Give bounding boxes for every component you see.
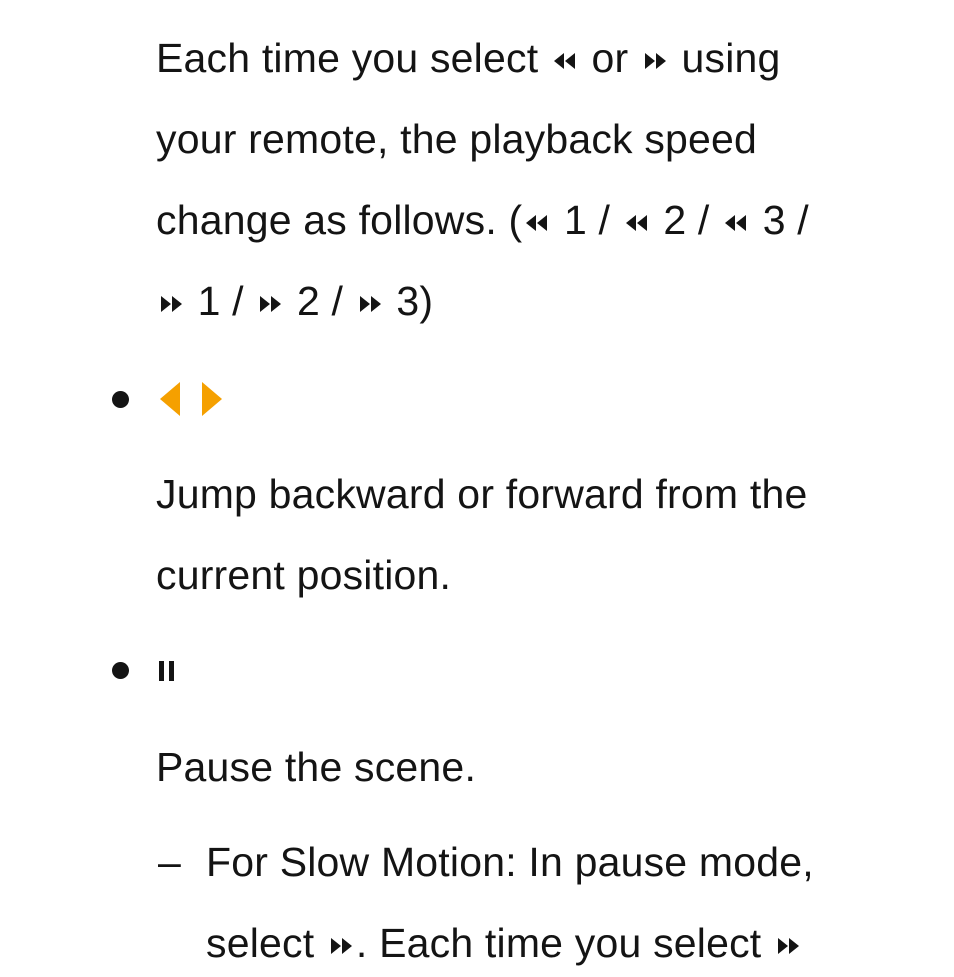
speed-line-1 <box>156 34 781 82</box>
fast-forward-icon <box>640 49 670 73</box>
rewind-icon <box>721 211 751 235</box>
bullet-dot <box>112 662 129 679</box>
text: . Each time you select <box>355 920 762 966</box>
pause-line-1 <box>156 743 476 791</box>
rewind-icon <box>522 211 552 235</box>
text: For Slow Motion: In pause mode, <box>206 839 814 885</box>
jump-line-1 <box>156 470 807 518</box>
note-line-1 <box>206 838 814 886</box>
pause-icon <box>158 660 178 682</box>
fast-forward-icon <box>156 292 186 316</box>
speed-line-4 <box>156 277 433 325</box>
speed-line-2 <box>156 115 757 163</box>
text: your remote, the playback speed <box>156 116 758 162</box>
speed-ff-3: 3) <box>396 278 434 324</box>
text: select <box>206 920 315 966</box>
speed-rw-3: 3 / <box>762 197 809 243</box>
text: change as follows. ( <box>156 197 523 243</box>
fast-forward-icon <box>326 934 356 958</box>
left-right-arrows <box>158 380 228 418</box>
right-arrow-icon <box>202 382 222 416</box>
fast-forward-icon <box>773 934 803 958</box>
jump-line-2 <box>156 551 451 599</box>
note-line-2 <box>206 919 803 967</box>
fast-forward-icon <box>255 292 285 316</box>
speed-line-3 <box>156 196 809 244</box>
text: using <box>681 35 781 81</box>
text: current position. <box>156 552 452 598</box>
speed-ff-1: 1 / <box>197 278 244 324</box>
text: Pause the scene. <box>156 744 477 790</box>
rewind-icon <box>622 211 652 235</box>
speed-rw-1: 1 / <box>563 197 611 243</box>
speed-rw-2: 2 / <box>663 197 710 243</box>
speed-ff-2: 2 / <box>296 278 344 324</box>
text: or <box>591 35 629 81</box>
fast-forward-icon <box>355 292 385 316</box>
note-dash: – <box>158 839 182 885</box>
rewind-icon <box>550 49 580 73</box>
bullet-dot <box>112 391 129 408</box>
left-arrow-icon <box>160 382 180 416</box>
text: Each time you select <box>156 35 539 81</box>
text: Jump backward or forward from the <box>156 471 808 517</box>
